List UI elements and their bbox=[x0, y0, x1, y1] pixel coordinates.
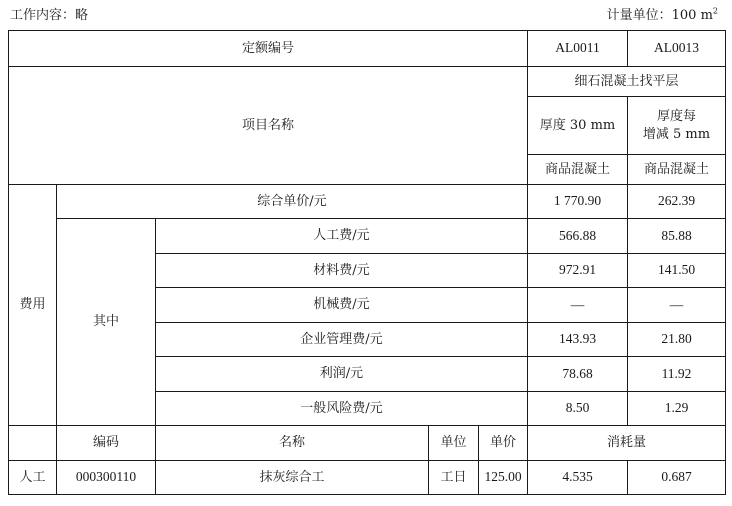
breakdown-value-col1: 143.93 bbox=[528, 323, 628, 357]
item-spec-col2 bbox=[628, 97, 726, 155]
breakdown-value-col2: 21.80 bbox=[628, 323, 726, 357]
resource-unit: 工日 bbox=[429, 461, 479, 495]
resource-header-row bbox=[9, 426, 726, 461]
breakdown-value-col1: 566.88 bbox=[528, 219, 628, 254]
item-spec-col2-line1: 厚度每 bbox=[656, 108, 696, 124]
breakdown-value-col2: 11.92 bbox=[628, 357, 726, 392]
breakdown-value-col2: 85.88 bbox=[628, 219, 726, 254]
breakdown-value-col2: — bbox=[628, 288, 726, 323]
quota-code-col2: AL0013 bbox=[628, 31, 726, 67]
resource-header-code: 编码 bbox=[57, 426, 156, 461]
breakdown-label: 机械费/元 bbox=[156, 288, 528, 323]
unit-price-label: 综合单价/元 bbox=[57, 185, 528, 219]
measurement-unit-superscript: 2 bbox=[712, 6, 718, 16]
item-group-label: 细石混凝土找平层 bbox=[528, 67, 726, 97]
resource-row bbox=[9, 461, 726, 495]
unit-price-col1: 1 770.90 bbox=[528, 185, 628, 219]
item-spec-col2-line2: 增减 5 mm bbox=[642, 126, 711, 142]
breakdown-value-col1: 78.68 bbox=[528, 357, 628, 392]
item-spec-col1: 厚度 30 mm bbox=[528, 97, 628, 155]
breakdown-label: 企业管理费/元 bbox=[156, 323, 528, 357]
quota-number-label: 定额编号 bbox=[9, 31, 528, 67]
cost-section-label: 费用 bbox=[9, 185, 57, 426]
quota-code-col1: AL0011 bbox=[528, 31, 628, 67]
item-material-col1: 商品混凝土 bbox=[528, 155, 628, 185]
resource-category: 人工 bbox=[9, 461, 57, 495]
breakdown-row bbox=[9, 219, 726, 254]
measurement-unit-note bbox=[607, 4, 718, 23]
resource-consumption-col2: 0.687 bbox=[628, 461, 726, 495]
resource-header-category bbox=[9, 426, 57, 461]
resource-header-unit: 单位 bbox=[429, 426, 479, 461]
resource-name: 抹灰综合工 bbox=[156, 461, 429, 495]
quota-table bbox=[8, 30, 726, 495]
resource-consumption-col1: 4.535 bbox=[528, 461, 628, 495]
unit-price-col2: 262.39 bbox=[628, 185, 726, 219]
resource-header-consumption: 消耗量 bbox=[528, 426, 726, 461]
work-content-note: 工作内容：略 bbox=[10, 8, 89, 23]
breakdown-value-col1: 972.91 bbox=[528, 254, 628, 288]
resource-code: 000300110 bbox=[57, 461, 156, 495]
breakdown-value-col1: 8.50 bbox=[528, 392, 628, 426]
breakdown-label: 人工费/元 bbox=[156, 219, 528, 254]
breakdown-label: 利润/元 bbox=[156, 357, 528, 392]
item-name-label: 项目名称 bbox=[9, 67, 528, 185]
breakdown-value-col1: — bbox=[528, 288, 628, 323]
quota-number-row bbox=[9, 31, 726, 67]
measurement-unit-text: 计量单位：100 m bbox=[606, 8, 713, 23]
of-which-label: 其中 bbox=[57, 219, 156, 426]
resource-price: 125.00 bbox=[479, 461, 528, 495]
breakdown-label: 一般风险费/元 bbox=[156, 392, 528, 426]
breakdown-label: 材料费/元 bbox=[156, 254, 528, 288]
breakdown-value-col2: 1.29 bbox=[628, 392, 726, 426]
item-material-col2: 商品混凝土 bbox=[628, 155, 726, 185]
unit-price-row bbox=[9, 185, 726, 219]
item-group-row bbox=[9, 67, 726, 97]
breakdown-value-col2: 141.50 bbox=[628, 254, 726, 288]
resource-header-name: 名称 bbox=[156, 426, 429, 461]
resource-header-price: 单价 bbox=[479, 426, 528, 461]
